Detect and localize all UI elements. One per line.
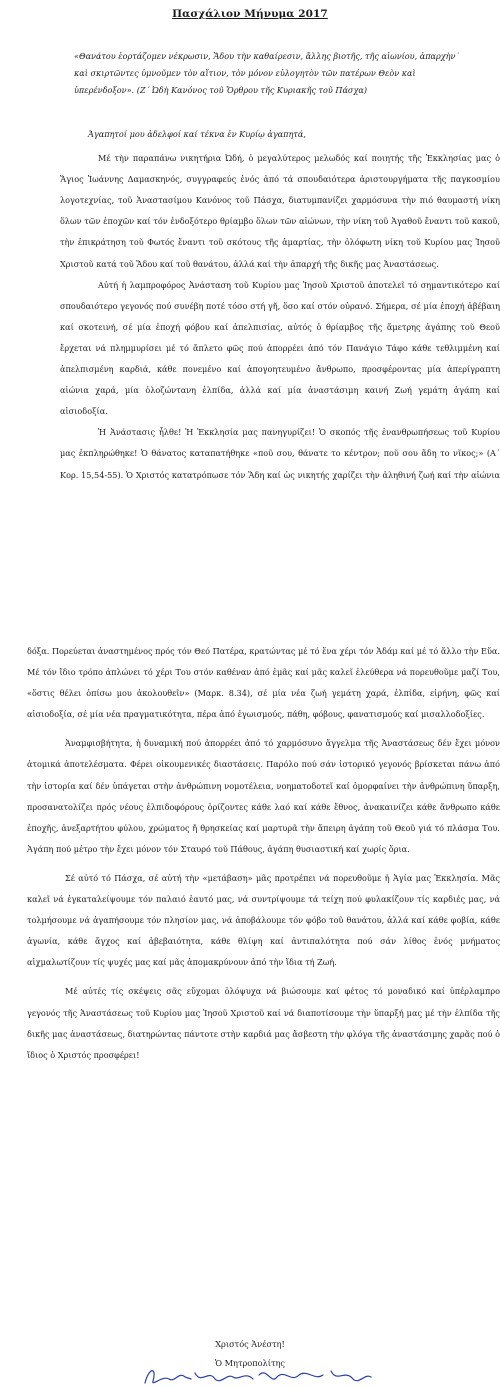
letter-body-part-2 — [27, 641, 500, 1066]
paragraph-1: Μέ τὴν παραπάνω νικητήρια Ὠδή, ὁ μεγαλύτερος μελωδός καί ποιητής τῆς Ἐκκλησίας μας ὁ Ἅγιος Ἰωάννης Δαμασκηνός, συγγραφεύς ἑνός ἀπό τά σπουδαιότερα ἀριστουργήματα τῆς παγκοσμίου λογοτεχνίας, τοῦ Ἀναστασίμου Κανόνος τοῦ Πάσχα, διατυμπανίζει χαρμόσυνα τὴν πιό θαυμαστή νίκη ὅλων τῶν ἐποχῶν καί τόν ἐνδοξότερο θρίαμβο ὅλων τῶν αἰώνων, τὴν νίκη τοῦ Ἀγαθοῦ ἔναντι τοῦ κακοῦ, τὴν ἐπικράτηση τοῦ Φωτός ἔναντι τοῦ σκότους τῆς ἁμαρτίας, τὴν ὁλόφωτη νίκη τοῦ Κυρίου μας Ἰησοῦ Χριστοῦ κατά τοῦ Ἅδου καί τοῦ θανάτου, ἀλλά καί τὴν ἀπαρχή τῆς δικῆς μας Ἀναστάσεως. — [60, 153, 500, 269]
signatory-title: Ὁ Μητροπολίτης — [215, 1358, 285, 1368]
paragraph-4: Ἀναμφισβήτητα, ἡ δυναμική πού ἀπορρέει ἀπό τό χαρμόσυνο ἄγγελμα τῆς Ἀναστάσεως δέν ἔχει μόνον ἀτομικά ἀποτελέσματα. Φέρει οἰκουμενικές διαστάσεις. Παρόλο πού σάν ἱστορικό γεγονός βρίσκεται πάνω ἀπό τὴν ἱστορία καί δέν ὑπάγεται στὴν ἀνθρώπινη νομοτέλεια, νοηματοδοτεῖ καί ὁμορφαίνει τὴν ἀνθρώπινη ὕπαρξη, προσανατολίζει πρός νέους ἐλπιδοφόρους ὁρίζοντες κάθε λαό καί κάθε ἔθνος, ἀνακαινίζει κάθε ἄνθρωπο κάθε ἐποχῆς, ἀνεξαρτήτου φύλου, χρώματος ἤ θρησκείας καί μαρτυρᾶ τὴν ἄπειρη ἀγάπη τοῦ Θεοῦ γιά τό πλάσμα Του. Ἀγάπη πού μέτρο τὴν ἔχει μόνον τόν Σταυρό τοῦ Πάθους, ἀγάπη θυσιαστική καί χωρίς ὅρια. — [27, 738, 500, 854]
paragraph-2: Αὐτή ἡ λαμπροφόρος Ἀνάσταση τοῦ Κυρίου μας Ἰησοῦ Χριστοῦ ἀποτελεῖ τό σημαντικότερο καί σπουδαιότερο γεγονός πού συνέβη ποτέ τόσο στή γῆ, ὅσο καί στόν οὐρανό. Σήμερα, σέ μία ἐποχή ἀβέβαιη καί σκοτεινή, σέ μία ἐποχή φόβου καί ἀπελπισίας, αὐτός ὁ θρίαμβος τῆς ἄμετρης ἀγάπης τοῦ Θεοῦ ἔρχεται νά πλημμυρίσει μέ τό ἄπλετο φῶς πού ἀπορρέει ἀπό τόν Πανάγιο Τάφο κάθε τεθλιμμένη καί ἀπελπισμένη καρδιά, κάθε πονεμένο καί ἀπογοητευμένο ἄνθρωπο, προσφέροντας μία ἀπερίγραπτη αἰώνια χαρά, μία ὁλοζώντανη ἐλπίδα, ἀλλά καί μία ἀναστάσιμη καινή Ζωή γεμάτη ἀγάπη καί αἰσιοδοξία. — [60, 279, 500, 417]
paragraph-5: Σέ αὐτό τό Πάσχα, σέ αὐτή τὴν «μετάβαση» μᾶς προτρέπει νά πορευθοῦμε ἡ Ἁγία μας Ἐκκλησία. Μᾶς καλεῖ νά ἐγκαταλείψουμε τόν παλαιό ἑαυτό μας, νά συντρίψουμε τά τείχη πού φυλακίζουν τίς καρδιές μας, νά τολμήσουμε νά ἀγαπήσουμε τόν πλησίον μας, νά ἀποβάλουμε τόν φόβο τοῦ θανάτου, ἀλλά καί κάθε φοβία, κάθε ἀγωνία, κάθε ἄγχος καί ἀβεβαιότητα, κάθε θλίψη καί ἀντιπαλότητα πού σάν λίθος ἑνός μνήματος αἰχμαλωτίζουν τίς ψυχές μας καί μᾶς ἀπομακρύνουν ἀπό τὴν ἴδια τή Ζωή. — [27, 872, 500, 968]
letter-body-part-1 — [60, 124, 500, 486]
paragraph-3-continued: δόξα. Πορεύεται ἀναστημένος πρός τόν Θεό Πατέρα, κρατώντας μέ τό ἕνα χέρι τόν Ἀδάμ καί μέ τό ἄλλο τὴν Εὔα. Μέ τόν ἴδιο τρόπο ἁπλώνει τό χέρι Του στόν καθέναν ἀπό ἐμᾶς καί μᾶς καλεῖ ἐλεύθερα νά πορευθοῦμε μαζί Του, «ὅστις θέλει ὀπίσω μου ἀκολουθεῖν» (Μαρκ. 8.34), σέ μία νέα ζωή γεμάτη χαρά, ἐλπίδα, εἰρήνη, φῶς καί αἰσιοδοξία, σέ μία νέα πραγματικότητα, πέρα ἀπό ἐγωισμούς, πάθη, φόβους, φανατισμούς καί μισαλλοδοξίες. — [27, 646, 500, 720]
paragraph-3-start: Ἡ Ἀνάστασις ἦλθε! Ἡ Ἐκκλησία μας πανηγυρίζει! Ὁ σκοπός τῆς ἐνανθρωπήσεως τοῦ Κυρίου μας ἐκπληρώθηκε! Ὁ θάνατος καταπατήθηκε «ποῦ σου, θάνατε το κέντρον; ποῦ σου ἅδη το νῖκος;» (Α΄ Κορ. 15,54-55). Ὁ Χριστός κατατρόπωσε τόν Ἅδη καί ὡς νικητής χαρίζει τὴν ἀληθινή ζωή καί τὴν αἰώνια — [60, 427, 500, 480]
paragraph-6: Μέ αὐτές τίς σκέψεις σᾶς εὔχομαι ὁλόψυχα νά βιώσουμε καί φέτος τό μοναδικό καί ὑπέρλαμπρο γεγονός τῆς Ἀναστάσεως τοῦ Κυρίου μας Ἰησοῦ Χριστοῦ καί νά διαποτίσουμε τὴν ὕπαρξή μας μέ τὴν ἐλπίδα τῆς δικῆς μας ἀναστάσεως, διατηρώντας πάντοτε στὴν καρδιά μας ἄσβεστη τὴν φλόγα τῆς ἀναστάσιμης χαρᾶς πού ὁ ἴδιος ὁ Χριστός προσφέρει! — [27, 986, 500, 1060]
document-title: Πασχάλιον Μήνυμα 2017 — [172, 8, 328, 20]
greeting: Ἀγαπητοί μου ἀδελφοί καί τέκνα ἐν Κυρίῳ ἀγαπητά, — [88, 129, 306, 139]
epigraph-quote: «Θανάτου ἑορτάζομεν νέκρωσιν, Ἅδου τὴν καθαίρεσιν, ἄλλης βιοτῆς, τῆς αἰωνίου, ἀπαρχὴν˙ καὶ σκιρτῶντες ὑμνοῦμεν τὸν αἴτιον, τὸν μόνον εὐλογητὸν τῶν πατέρων Θεὸν καὶ ὑπερένδοξον». (Ζ΄ Ὠδὴ Κανόνος τοῦ Ὄρθρου τῆς Κυριακῆς τοῦ Πάσχα) — [74, 51, 460, 95]
closing-wish: Χριστός Ἀνέστη! — [215, 1339, 285, 1349]
handwritten-signature — [135, 1365, 375, 1387]
